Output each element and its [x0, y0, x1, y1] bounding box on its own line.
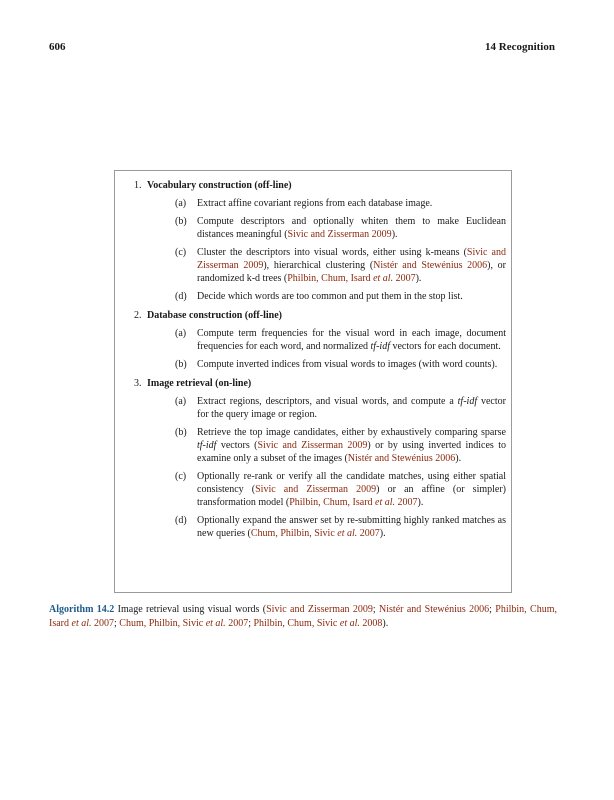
- text-run: Extract regions, descriptors, and visual words, and compute a: [197, 396, 458, 407]
- caption-text: [49, 604, 557, 629]
- citation-link[interactable]: Sivic and Zisserman 2009: [266, 604, 373, 615]
- text-run: vectors for each document.: [389, 341, 501, 352]
- substep: [147, 358, 506, 371]
- citation-link[interactable]: 2007: [395, 497, 418, 508]
- text-run: Compute inverted indices from visual words to images (with word counts).: [197, 359, 498, 370]
- text-run: tf-idf: [370, 341, 390, 352]
- text-run: Optionally re-rank or verify all the candidate matches, using either spatial consistency (: [197, 471, 506, 495]
- algorithm-step: [122, 179, 506, 303]
- page-number: 606: [49, 41, 66, 53]
- citation-link[interactable]: et al.: [375, 497, 396, 508]
- substep: [147, 215, 506, 241]
- text-run: ) or an affine (or simpler) transformation model (: [197, 484, 506, 508]
- text-run: ), hierarchical clustering (: [263, 260, 374, 271]
- citation-link[interactable]: et al.: [337, 528, 358, 539]
- step-number: 2.: [134, 310, 142, 321]
- text-run: Compute term frequencies for the visual word in each image, document frequencies for each word, and normalized: [197, 328, 506, 352]
- citation-link[interactable]: Sivic and Zisserman 2009: [257, 440, 368, 451]
- substep: [147, 514, 506, 540]
- substep: [147, 290, 506, 303]
- substep-label: (b): [175, 427, 187, 438]
- citation-link[interactable]: Chum, Philbin, Sivic: [119, 618, 206, 629]
- text-run: vector for the query image or region.: [197, 396, 506, 420]
- citation-link[interactable]: Philbin, Chum, Isard: [289, 497, 376, 508]
- substep: [147, 197, 506, 210]
- text-run: tf-idf: [457, 396, 478, 407]
- running-header: 14 Recognition: [485, 41, 555, 53]
- text-run: ;: [114, 618, 120, 629]
- text-run: ;: [248, 618, 254, 629]
- substep: [147, 395, 506, 421]
- algorithm-step: [122, 377, 506, 540]
- substep-label: (c): [175, 247, 187, 258]
- substep-label: (a): [175, 328, 187, 339]
- citation-link[interactable]: Sivic and Zisserman 2009: [287, 229, 392, 240]
- text-run: vectors (: [216, 440, 258, 451]
- text-run: Decide which words are too common and put them in the stop list.: [197, 291, 463, 302]
- text-run: ;: [489, 604, 496, 615]
- citation-link[interactable]: Nistér and Stewénius 2006: [347, 453, 456, 464]
- citation-link[interactable]: Sivic and Zisserman 2009: [197, 247, 506, 271]
- text-run: ).: [455, 453, 462, 464]
- step-title: Vocabulary construction (off-line): [147, 180, 292, 191]
- substep-label: (d): [175, 291, 187, 302]
- text-run: ).: [417, 497, 424, 508]
- substep-label: (d): [175, 515, 187, 526]
- text-run: Extract affine covariant regions from each database image.: [197, 198, 433, 209]
- text-run: ).: [415, 273, 422, 284]
- caption-label: Algorithm 14.2: [49, 604, 115, 615]
- citation-link[interactable]: Philbin, Chum, Isard: [49, 604, 557, 629]
- substep-label: (c): [175, 471, 187, 482]
- citation-link[interactable]: 2007: [393, 273, 416, 284]
- substep: [147, 327, 506, 353]
- text-run: Retrieve the top image candidates, either by exhaustively comparing sparse: [197, 427, 506, 438]
- step-title: Database construction (off-line): [147, 310, 282, 321]
- citation-link[interactable]: Sivic and Zisserman 2009: [255, 484, 377, 495]
- text-run: ).: [379, 528, 386, 539]
- substep-label: (b): [175, 216, 187, 227]
- text-run: ) or by using inverted indices to examine only a subset of the images (: [197, 440, 506, 464]
- text-run: Optionally expand the answer set by re-submitting highly ranked matches as new queries (: [197, 515, 506, 539]
- citation-link[interactable]: Nistér and Stewénius 2006: [373, 260, 488, 271]
- substep: [147, 470, 506, 509]
- algorithm-step: [122, 309, 506, 371]
- step-number: 3.: [134, 378, 142, 389]
- algorithm-body: [122, 179, 506, 546]
- citation-link[interactable]: et al.: [205, 618, 226, 629]
- text-run: Compute descriptors and optionally whiten them to make Euclidean distances meaningful (: [197, 216, 506, 240]
- substep-label: (a): [175, 396, 187, 407]
- substep: [147, 246, 506, 285]
- step-number: 1.: [134, 180, 142, 191]
- text-run: ), or randomized k-d trees (: [197, 260, 507, 284]
- substep-label: (b): [175, 359, 187, 370]
- citation-link[interactable]: Chum, Philbin, Sivic: [250, 528, 338, 539]
- text-run: ;: [372, 604, 380, 615]
- citation-link[interactable]: Philbin, Chum, Isard: [287, 273, 374, 284]
- citation-link[interactable]: 2007: [91, 618, 114, 629]
- citation-link[interactable]: Philbin, Chum, Sivic: [253, 618, 340, 629]
- citation-link[interactable]: et al.: [71, 618, 92, 629]
- citation-link[interactable]: 2007: [357, 528, 380, 539]
- citation-link[interactable]: 2008: [359, 618, 383, 629]
- text-run: ).: [391, 229, 398, 240]
- text-run: tf-idf: [197, 440, 217, 451]
- substep: [147, 426, 506, 465]
- step-title: Image retrieval (on-line): [147, 378, 252, 389]
- citation-link[interactable]: et al.: [339, 618, 360, 629]
- citation-link[interactable]: 2007: [225, 618, 249, 629]
- text-run: Image retrieval using visual words (: [114, 604, 267, 615]
- citation-link[interactable]: Nistér and Stewénius 2006: [379, 604, 490, 615]
- figure-caption: [49, 603, 557, 631]
- text-run: Cluster the descriptors into visual words, either using k-means (: [197, 247, 467, 258]
- text-run: ).: [382, 618, 389, 629]
- substep-label: (a): [175, 198, 187, 209]
- citation-link[interactable]: et al.: [373, 273, 394, 284]
